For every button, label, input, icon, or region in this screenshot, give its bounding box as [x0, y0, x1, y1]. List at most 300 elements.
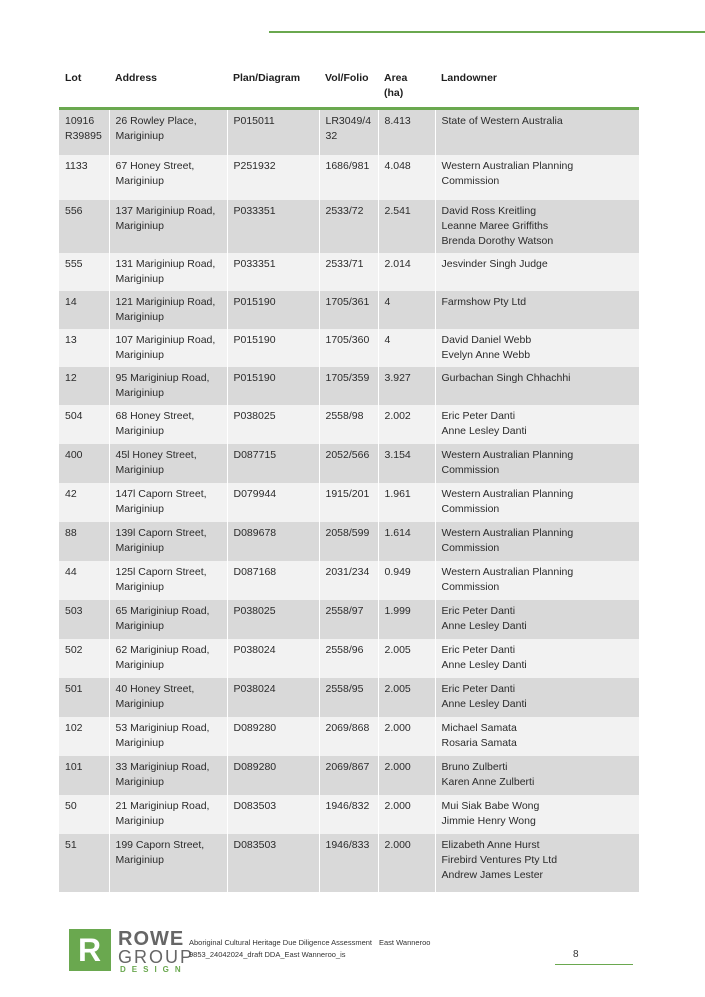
- page-number: 8: [573, 949, 579, 960]
- cell-lot: [59, 405, 109, 444]
- cell-lot-line: 101: [65, 761, 83, 773]
- cell-lot: [59, 200, 109, 253]
- cell-address: [109, 639, 227, 678]
- cell-address: [109, 795, 227, 834]
- cell-area: [378, 639, 435, 678]
- cell-volfolio-line: 2558/95: [325, 683, 364, 695]
- cell-address-line: 199 Caporn Street,: [115, 839, 205, 851]
- cell-lot-line: 44: [65, 566, 77, 578]
- header-area-unit: (ha): [384, 87, 404, 99]
- cell-plan-line: D089280: [233, 722, 277, 734]
- cell-address-line: 121 Mariginiup Road,: [115, 296, 216, 308]
- cell-area-line: 3.927: [384, 372, 411, 384]
- cell-address: [109, 444, 227, 483]
- cell-address-line: 125l Caporn Street,: [115, 566, 207, 578]
- header-rule: [269, 31, 705, 33]
- cell-landowner-line: Commission: [441, 175, 500, 187]
- cell-lot-line: 10916: [65, 115, 95, 127]
- rowe-logo-icon: [69, 929, 111, 971]
- cell-area: [378, 483, 435, 522]
- cell-volfolio-line: 1686/981: [325, 160, 370, 172]
- cell-address: [109, 483, 227, 522]
- cell-volfolio-line: 2031/234: [325, 566, 370, 578]
- table-row: [59, 200, 639, 253]
- cell-volfolio: [319, 834, 378, 892]
- footer-document-title: Aboriginal Cultural Heritage Due Diligence Assessment: [189, 938, 373, 947]
- cell-volfolio: [319, 367, 378, 405]
- cell-lot-line: 42: [65, 488, 77, 500]
- landholdings-table: [59, 66, 639, 892]
- cell-volfolio: [319, 483, 378, 522]
- cell-volfolio: [319, 329, 378, 367]
- cell-lot-line: 555: [65, 258, 83, 270]
- cell-landowner-line: Bruno Zulberti: [441, 761, 508, 773]
- cell-plan-line: D087715: [233, 449, 277, 461]
- table-header-row: [59, 66, 639, 109]
- cell-lot: [59, 639, 109, 678]
- cell-plan: [227, 639, 319, 678]
- cell-landowner-line: David Ross Kreitling: [441, 205, 537, 217]
- cell-area-line: 2.541: [384, 205, 411, 217]
- cell-volfolio-line: 1915/201: [325, 488, 370, 500]
- cell-address-line: Mariginiup: [115, 737, 164, 749]
- cell-plan-line: D083503: [233, 800, 277, 812]
- cell-plan-line: D079944: [233, 488, 277, 500]
- cell-address-line: 95 Mariginiup Road,: [115, 372, 210, 384]
- cell-address-line: Mariginiup: [115, 503, 164, 515]
- cell-landowner-line: Commission: [441, 464, 500, 476]
- cell-area-line: 1.961: [384, 488, 411, 500]
- cell-plan: [227, 717, 319, 756]
- cell-volfolio: [319, 561, 378, 600]
- cell-landowner-line: Western Australian Planning: [441, 488, 574, 500]
- cell-area: [378, 717, 435, 756]
- footer-place: East Wanneroo: [379, 938, 431, 947]
- cell-landowner-line: Michael Samata: [441, 722, 517, 734]
- cell-landowner: [435, 756, 639, 795]
- cell-plan-line: P015011: [233, 115, 275, 127]
- cell-volfolio-line: 2558/97: [325, 605, 364, 617]
- cell-plan-line: P038024: [233, 683, 276, 695]
- cell-address-line: Mariginiup: [115, 349, 164, 361]
- cell-lot: [59, 155, 109, 200]
- cell-volfolio: [319, 639, 378, 678]
- cell-landowner-line: Western Australian Planning: [441, 160, 574, 172]
- cell-landowner: [435, 522, 639, 561]
- cell-address-line: Mariginiup: [115, 581, 164, 593]
- cell-plan: [227, 253, 319, 291]
- cell-volfolio: [319, 717, 378, 756]
- cell-lot: [59, 367, 109, 405]
- cell-plan: [227, 405, 319, 444]
- cell-address: [109, 367, 227, 405]
- cell-lot-line: 12: [65, 372, 77, 384]
- cell-area-line: 2.000: [384, 839, 411, 851]
- cell-address-line: Mariginiup: [115, 464, 164, 476]
- cell-area-line: 1.999: [384, 605, 411, 617]
- cell-address-line: Mariginiup: [115, 311, 164, 323]
- cell-landowner-line: Karen Anne Zulberti: [441, 776, 535, 788]
- cell-volfolio-line: 2558/96: [325, 644, 364, 656]
- cell-lot: [59, 756, 109, 795]
- cell-landowner: [435, 444, 639, 483]
- table-row: [59, 834, 639, 892]
- cell-plan: [227, 155, 319, 200]
- cell-landowner: [435, 291, 639, 329]
- cell-area-line: 0.949: [384, 566, 411, 578]
- cell-lot-line: 400: [65, 449, 83, 461]
- cell-address-line: 68 Honey Street,: [115, 410, 195, 422]
- cell-lot-line: 88: [65, 527, 77, 539]
- cell-address-line: Mariginiup: [115, 425, 164, 437]
- cell-landowner-line: Jesvinder Singh Judge: [441, 258, 548, 270]
- cell-lot-line: 1133: [65, 160, 88, 172]
- cell-plan-line: P038025: [233, 605, 276, 617]
- cell-lot-line: R39895: [65, 130, 102, 142]
- cell-volfolio-line: 2533/72: [325, 205, 364, 217]
- header-volfolio: Vol/Folio: [319, 66, 378, 109]
- cell-landowner: [435, 367, 639, 405]
- cell-plan-line: P038025: [233, 410, 276, 422]
- cell-address: [109, 291, 227, 329]
- cell-plan: [227, 834, 319, 892]
- cell-landowner-line: Anne Lesley Danti: [441, 659, 527, 671]
- cell-area: [378, 756, 435, 795]
- cell-area-line: 2.005: [384, 644, 411, 656]
- cell-volfolio: [319, 109, 378, 156]
- cell-address-line: 107 Mariginiup Road,: [115, 334, 216, 346]
- cell-landowner: [435, 795, 639, 834]
- cell-landowner-line: Western Australian Planning: [441, 527, 574, 539]
- cell-area: [378, 795, 435, 834]
- cell-lot: [59, 678, 109, 717]
- cell-plan-line: P033351: [233, 205, 276, 217]
- cell-area: [378, 109, 435, 156]
- cell-volfolio-line: 1705/361: [325, 296, 370, 308]
- cell-landowner-line: Leanne Maree Griffiths: [441, 220, 549, 232]
- table-row: [59, 329, 639, 367]
- cell-landowner-line: Gurbachan Singh Chhachhi: [441, 372, 571, 384]
- cell-landowner-line: Anne Lesley Danti: [441, 698, 527, 710]
- cell-address-line: 53 Mariginiup Road,: [115, 722, 210, 734]
- cell-volfolio-line: 32: [325, 130, 338, 142]
- cell-address: [109, 253, 227, 291]
- cell-lot: [59, 109, 109, 156]
- cell-address: [109, 405, 227, 444]
- cell-address-line: 33 Mariginiup Road,: [115, 761, 210, 773]
- cell-landowner-line: Andrew James Lester: [441, 869, 544, 881]
- cell-volfolio: [319, 600, 378, 639]
- cell-volfolio-line: 1946/832: [325, 800, 370, 812]
- cell-lot-line: 501: [65, 683, 83, 695]
- cell-area-line: 2.000: [384, 761, 411, 773]
- cell-area-line: 4: [384, 296, 391, 308]
- cell-volfolio: [319, 678, 378, 717]
- cell-landowner: [435, 200, 639, 253]
- cell-area-line: 1.614: [384, 527, 411, 539]
- table-row: [59, 522, 639, 561]
- cell-landowner: [435, 405, 639, 444]
- cell-plan-line: P033351: [233, 258, 276, 270]
- cell-area: [378, 367, 435, 405]
- table-row: [59, 367, 639, 405]
- cell-area: [378, 678, 435, 717]
- cell-landowner-line: Eric Peter Danti: [441, 410, 516, 422]
- cell-address: [109, 600, 227, 639]
- cell-plan: [227, 561, 319, 600]
- cell-lot: [59, 253, 109, 291]
- cell-area-line: 2.005: [384, 683, 411, 695]
- cell-area-line: 8.413: [384, 115, 411, 127]
- cell-address-line: Mariginiup: [115, 130, 164, 142]
- cell-landowner-line: David Daniel Webb: [441, 334, 532, 346]
- table-row: [59, 639, 639, 678]
- cell-volfolio: [319, 155, 378, 200]
- cell-volfolio-line: 1705/359: [325, 372, 370, 384]
- cell-lot: [59, 444, 109, 483]
- cell-address-line: 62 Mariginiup Road,: [115, 644, 210, 656]
- cell-address-line: Mariginiup: [115, 175, 164, 187]
- cell-address-line: 67 Honey Street,: [115, 160, 195, 172]
- cell-landowner: [435, 483, 639, 522]
- cell-address-line: 26 Rowley Place,: [115, 115, 197, 127]
- cell-address-line: 21 Mariginiup Road,: [115, 800, 210, 812]
- cell-landowner-line: Evelyn Anne Webb: [441, 349, 531, 361]
- cell-area-line: 2.000: [384, 800, 411, 812]
- brand-name-line1: ROWE: [118, 928, 185, 950]
- cell-plan: [227, 678, 319, 717]
- table-row: [59, 795, 639, 834]
- brand-name-line3: DESIGN: [120, 965, 187, 974]
- cell-lot: [59, 522, 109, 561]
- table-row: [59, 155, 639, 200]
- cell-address-line: Mariginiup: [115, 387, 164, 399]
- cell-area: [378, 329, 435, 367]
- cell-area: [378, 253, 435, 291]
- cell-address: [109, 200, 227, 253]
- cell-address-line: Mariginiup: [115, 620, 164, 632]
- cell-address: [109, 756, 227, 795]
- cell-address: [109, 678, 227, 717]
- cell-address-line: Mariginiup: [115, 659, 164, 671]
- cell-landowner-line: Commission: [441, 503, 500, 515]
- cell-volfolio-line: LR3049/4: [325, 115, 372, 127]
- cell-area: [378, 155, 435, 200]
- cell-area: [378, 600, 435, 639]
- cell-landowner-line: Commission: [441, 542, 500, 554]
- cell-landowner-line: Brenda Dorothy Watson: [441, 235, 554, 247]
- cell-plan: [227, 522, 319, 561]
- cell-address-line: 40 Honey Street,: [115, 683, 195, 695]
- cell-landowner-line: Firebird Ventures Pty Ltd: [441, 854, 558, 866]
- cell-address-line: 45l Honey Street,: [115, 449, 197, 461]
- table-row: [59, 483, 639, 522]
- cell-plan-line: D083503: [233, 839, 277, 851]
- cell-landowner: [435, 834, 639, 892]
- cell-address-line: Mariginiup: [115, 854, 164, 866]
- cell-area: [378, 561, 435, 600]
- cell-landowner-line: Rosaria Samata: [441, 737, 517, 749]
- cell-address-line: Mariginiup: [115, 542, 164, 554]
- cell-volfolio: [319, 444, 378, 483]
- cell-landowner-line: State of Western Australia: [441, 115, 563, 127]
- cell-landowner-line: Western Australian Planning: [441, 566, 574, 578]
- cell-volfolio-line: 2058/599: [325, 527, 370, 539]
- cell-landowner-line: Eric Peter Danti: [441, 683, 516, 695]
- cell-volfolio: [319, 795, 378, 834]
- cell-volfolio-line: 2052/566: [325, 449, 370, 461]
- cell-plan: [227, 756, 319, 795]
- cell-landowner: [435, 678, 639, 717]
- cell-landowner-line: Jimmie Henry Wong: [441, 815, 536, 827]
- cell-landowner: [435, 600, 639, 639]
- cell-area: [378, 291, 435, 329]
- cell-lot-line: 51: [65, 839, 77, 851]
- cell-plan-line: D089280: [233, 761, 277, 773]
- cell-volfolio-line: 2533/71: [325, 258, 364, 270]
- cell-address-line: 65 Mariginiup Road,: [115, 605, 210, 617]
- cell-lot: [59, 717, 109, 756]
- header-area: [378, 66, 435, 109]
- cell-landowner-line: Anne Lesley Danti: [441, 425, 527, 437]
- cell-plan: [227, 200, 319, 253]
- cell-lot-line: 504: [65, 410, 83, 422]
- cell-lot-line: 14: [65, 296, 77, 308]
- cell-plan-line: P015190: [233, 334, 276, 346]
- cell-volfolio: [319, 756, 378, 795]
- cell-lot: [59, 834, 109, 892]
- cell-plan-line: P015190: [233, 296, 276, 308]
- table-row: [59, 678, 639, 717]
- table-row: [59, 253, 639, 291]
- header-area-line: Area: [384, 72, 408, 84]
- cell-plan: [227, 109, 319, 156]
- cell-area-line: 4: [384, 334, 391, 346]
- cell-plan: [227, 367, 319, 405]
- cell-area-line: 4.048: [384, 160, 411, 172]
- cell-landowner: [435, 109, 639, 156]
- cell-address-line: 139l Caporn Street,: [115, 527, 207, 539]
- cell-landowner-line: Eric Peter Danti: [441, 605, 516, 617]
- cell-plan: [227, 291, 319, 329]
- cell-lot-line: 102: [65, 722, 83, 734]
- cell-plan: [227, 600, 319, 639]
- cell-address: [109, 329, 227, 367]
- cell-lot-line: 503: [65, 605, 83, 617]
- cell-volfolio-line: 2558/98: [325, 410, 364, 422]
- cell-landowner: [435, 329, 639, 367]
- cell-lot-line: 13: [65, 334, 77, 346]
- cell-area: [378, 522, 435, 561]
- cell-landowner-line: Elizabeth Anne Hurst: [441, 839, 540, 851]
- cell-plan: [227, 483, 319, 522]
- cell-address-line: Mariginiup: [115, 220, 164, 232]
- cell-area-line: 2.000: [384, 722, 411, 734]
- table-row: [59, 444, 639, 483]
- cell-plan-line: P251932: [233, 160, 276, 172]
- cell-plan-line: D087168: [233, 566, 277, 578]
- cell-landowner-line: Farmshow Pty Ltd: [441, 296, 527, 308]
- cell-address-line: Mariginiup: [115, 273, 164, 285]
- cell-area-line: 2.002: [384, 410, 411, 422]
- cell-area: [378, 834, 435, 892]
- cell-volfolio-line: 2069/868: [325, 722, 370, 734]
- table-row: [59, 756, 639, 795]
- cell-lot: [59, 561, 109, 600]
- cell-address: [109, 155, 227, 200]
- table-row: [59, 405, 639, 444]
- cell-address-line: Mariginiup: [115, 815, 164, 827]
- cell-landowner: [435, 561, 639, 600]
- cell-volfolio: [319, 291, 378, 329]
- cell-landowner-line: Commission: [441, 581, 500, 593]
- table-row: [59, 717, 639, 756]
- cell-area: [378, 444, 435, 483]
- cell-lot-line: 556: [65, 205, 83, 217]
- cell-landowner-line: Mui Siak Babe Wong: [441, 800, 540, 812]
- cell-landowner-line: Anne Lesley Danti: [441, 620, 527, 632]
- cell-address: [109, 717, 227, 756]
- cell-address-line: Mariginiup: [115, 698, 164, 710]
- cell-address-line: 131 Mariginiup Road,: [115, 258, 216, 270]
- page-number-rule: [555, 964, 633, 965]
- cell-area-line: 3.154: [384, 449, 411, 461]
- cell-volfolio-line: 1946/833: [325, 839, 370, 851]
- cell-plan-line: P038024: [233, 644, 276, 656]
- cell-area: [378, 405, 435, 444]
- cell-volfolio: [319, 522, 378, 561]
- header-plan: Plan/Diagram: [227, 66, 319, 109]
- footer-file-reference: 9853_24042024_draft DDA_East Wanneroo_is: [189, 950, 346, 959]
- cell-address: [109, 109, 227, 156]
- cell-volfolio: [319, 253, 378, 291]
- table-row: [59, 109, 639, 156]
- cell-landowner: [435, 717, 639, 756]
- cell-landowner: [435, 253, 639, 291]
- cell-lot: [59, 329, 109, 367]
- cell-area: [378, 200, 435, 253]
- cell-plan: [227, 444, 319, 483]
- cell-address: [109, 561, 227, 600]
- cell-lot: [59, 600, 109, 639]
- cell-landowner: [435, 639, 639, 678]
- brand-name-line2: GROUP: [118, 947, 195, 967]
- cell-address: [109, 522, 227, 561]
- cell-volfolio: [319, 405, 378, 444]
- cell-address-line: 147l Caporn Street,: [115, 488, 207, 500]
- header-lot: Lot: [59, 66, 109, 109]
- cell-landowner-line: Eric Peter Danti: [441, 644, 516, 656]
- cell-address-line: 137 Mariginiup Road,: [115, 205, 216, 217]
- cell-plan-line: P015190: [233, 372, 276, 384]
- cell-address-line: Mariginiup: [115, 776, 164, 788]
- header-address: Address: [109, 66, 227, 109]
- cell-address: [109, 834, 227, 892]
- header-landowner: Landowner: [435, 66, 639, 109]
- cell-lot: [59, 795, 109, 834]
- cell-area-line: 2.014: [384, 258, 411, 270]
- table-body: [59, 109, 639, 893]
- logo-letter: R: [78, 932, 102, 968]
- cell-landowner: [435, 155, 639, 200]
- table-row: [59, 291, 639, 329]
- cell-lot-line: 50: [65, 800, 77, 812]
- cell-volfolio-line: 1705/360: [325, 334, 370, 346]
- cell-landowner-line: Western Australian Planning: [441, 449, 574, 461]
- cell-plan-line: D089678: [233, 527, 277, 539]
- cell-plan: [227, 329, 319, 367]
- table-row: [59, 600, 639, 639]
